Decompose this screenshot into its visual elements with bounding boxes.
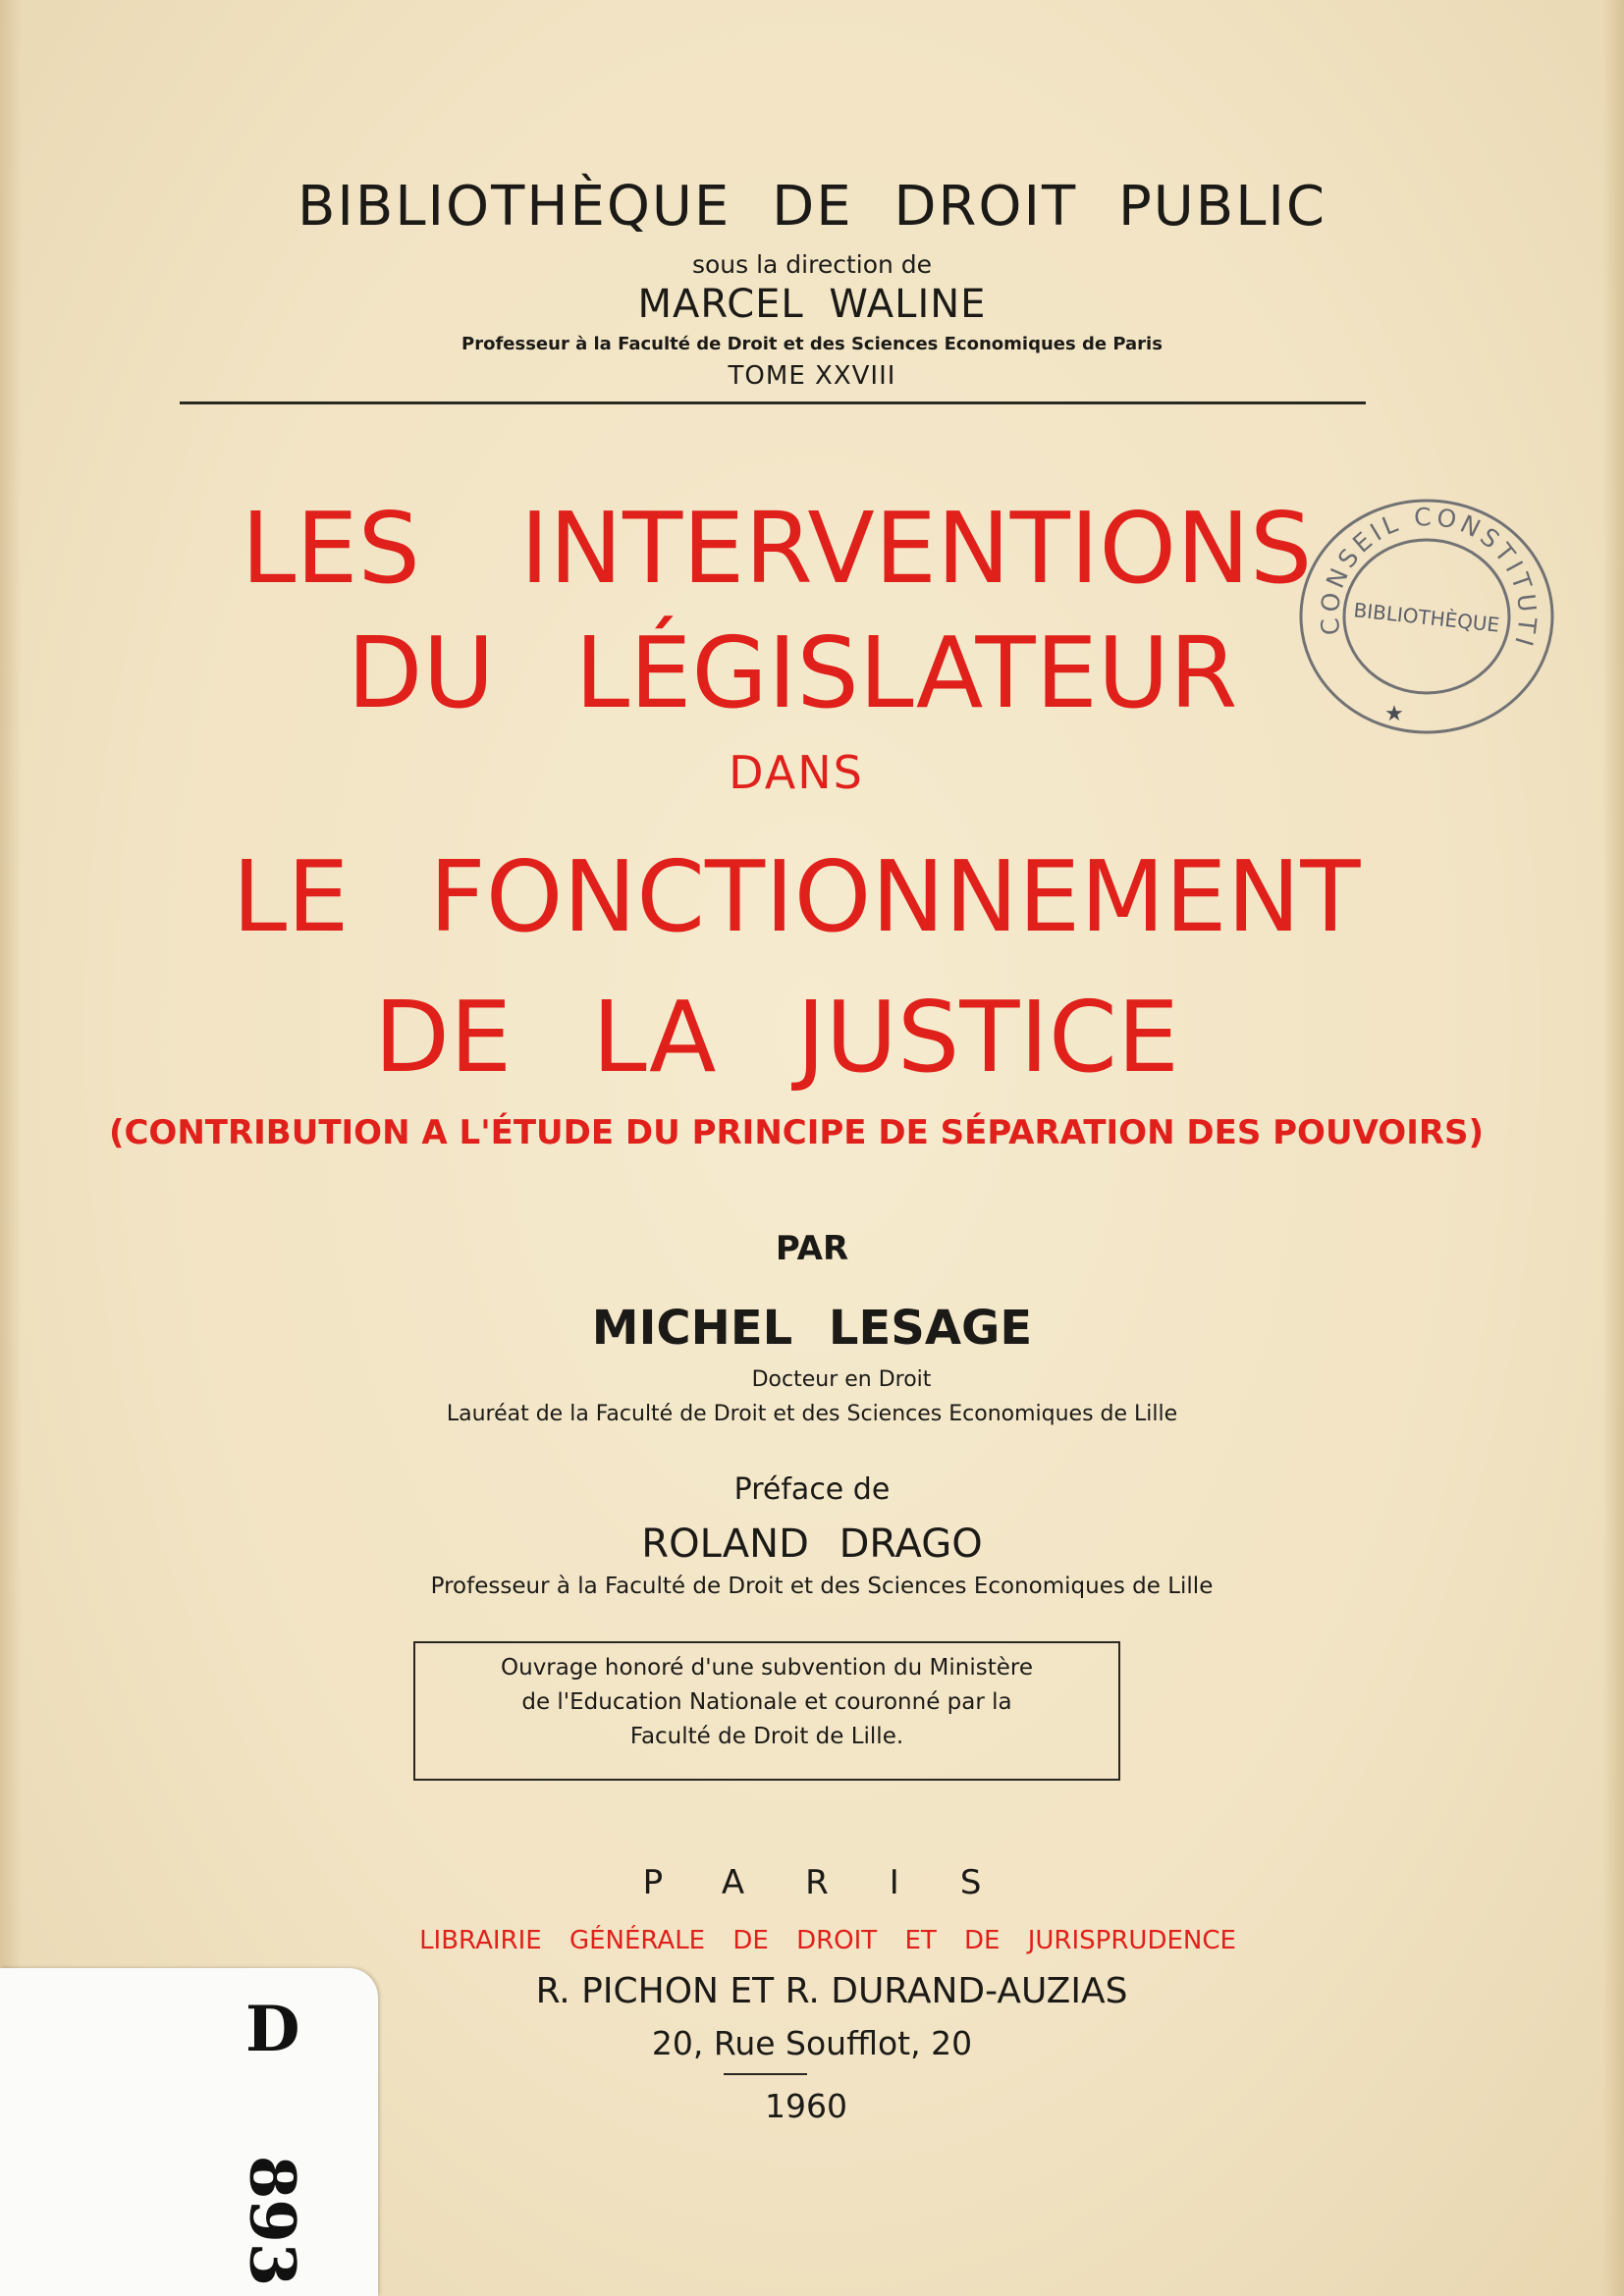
subsidy-note-line: de l'Education Nationale et couronné par la: [521, 1689, 1012, 1715]
stamp-outer-text: CONSEIL CONSTITUTI: [1315, 502, 1543, 653]
library-stamp-graphic: [1289, 489, 1561, 744]
star-icon: ★: [1384, 702, 1404, 726]
imprint-city: PARIS: [642, 1863, 1043, 1902]
imprint-year: 1960: [765, 2087, 847, 2125]
preface-author: ROLAND DRAGO: [641, 1522, 983, 1567]
series-direction-label: sous la direction de: [691, 250, 933, 279]
title-line-1: LES INTERVENTIONS: [241, 491, 1313, 606]
imprint-publisher: LIBRAIRIE GÉNÉRALE DE DROIT ET DE JURISPRUDENCE: [419, 1926, 1236, 1955]
series-tome: TOME XXVIII: [728, 361, 896, 391]
imprint-printer: R. PICHON ET R. DURAND-AUZIAS: [535, 1971, 1128, 2011]
stamp-inner-text: BIBLIOTHÈQUE: [1352, 598, 1501, 637]
shelf-mark-label: [0, 1968, 378, 2296]
series-director-role: Professeur à la Faculté de Droit et des Sciences Economiques de Paris: [461, 334, 1163, 354]
title-line-5: DE LA JUSTICE: [374, 980, 1179, 1095]
subtitle: (CONTRIBUTION A L'ÉTUDE DU PRINCIPE DE SÉPARATION DES POUVOIRS): [108, 1113, 1485, 1152]
imprint-rule: [724, 2073, 807, 2075]
author-credential-2: Lauréat de la Faculté de Droit et des Sciences Economiques de Lille: [446, 1402, 1178, 1426]
shelf-mark-number: 893: [235, 2155, 309, 2287]
preface-author-role: Professeur à la Faculté de Droit et des Sciences Economiques de Lille: [430, 1574, 1214, 1599]
author-credential-1: Docteur en Droit: [751, 1367, 932, 1392]
subsidy-note-box: [413, 1641, 1120, 1781]
imprint-address: 20, Rue Soufflot, 20: [651, 2024, 973, 2062]
by-label: PAR: [775, 1229, 849, 1268]
preface-label: Préface de: [733, 1472, 891, 1507]
svg-text:CONSEIL CONSTITUTIONNEL: [1289, 489, 1543, 653]
title-line-4: LE FONCTIONNEMENT: [232, 839, 1361, 954]
series-title: BIBLIOTHÈQUE DE DROIT PUBLIC: [297, 175, 1327, 239]
title-line-2: DU LÉGISLATEUR: [347, 615, 1238, 730]
subsidy-note-line: Ouvrage honoré d'une subvention du Ministère: [501, 1655, 1033, 1681]
series-director: MARCEL WALINE: [637, 282, 987, 327]
author-name: MICHEL LESAGE: [591, 1301, 1033, 1356]
header-rule: [180, 401, 1366, 404]
title-line-3: DANS: [729, 746, 864, 799]
shelf-mark-letter: D: [245, 1993, 300, 2066]
subsidy-note-line: Faculté de Droit de Lille.: [629, 1724, 904, 1749]
library-stamp: [1289, 489, 1561, 744]
